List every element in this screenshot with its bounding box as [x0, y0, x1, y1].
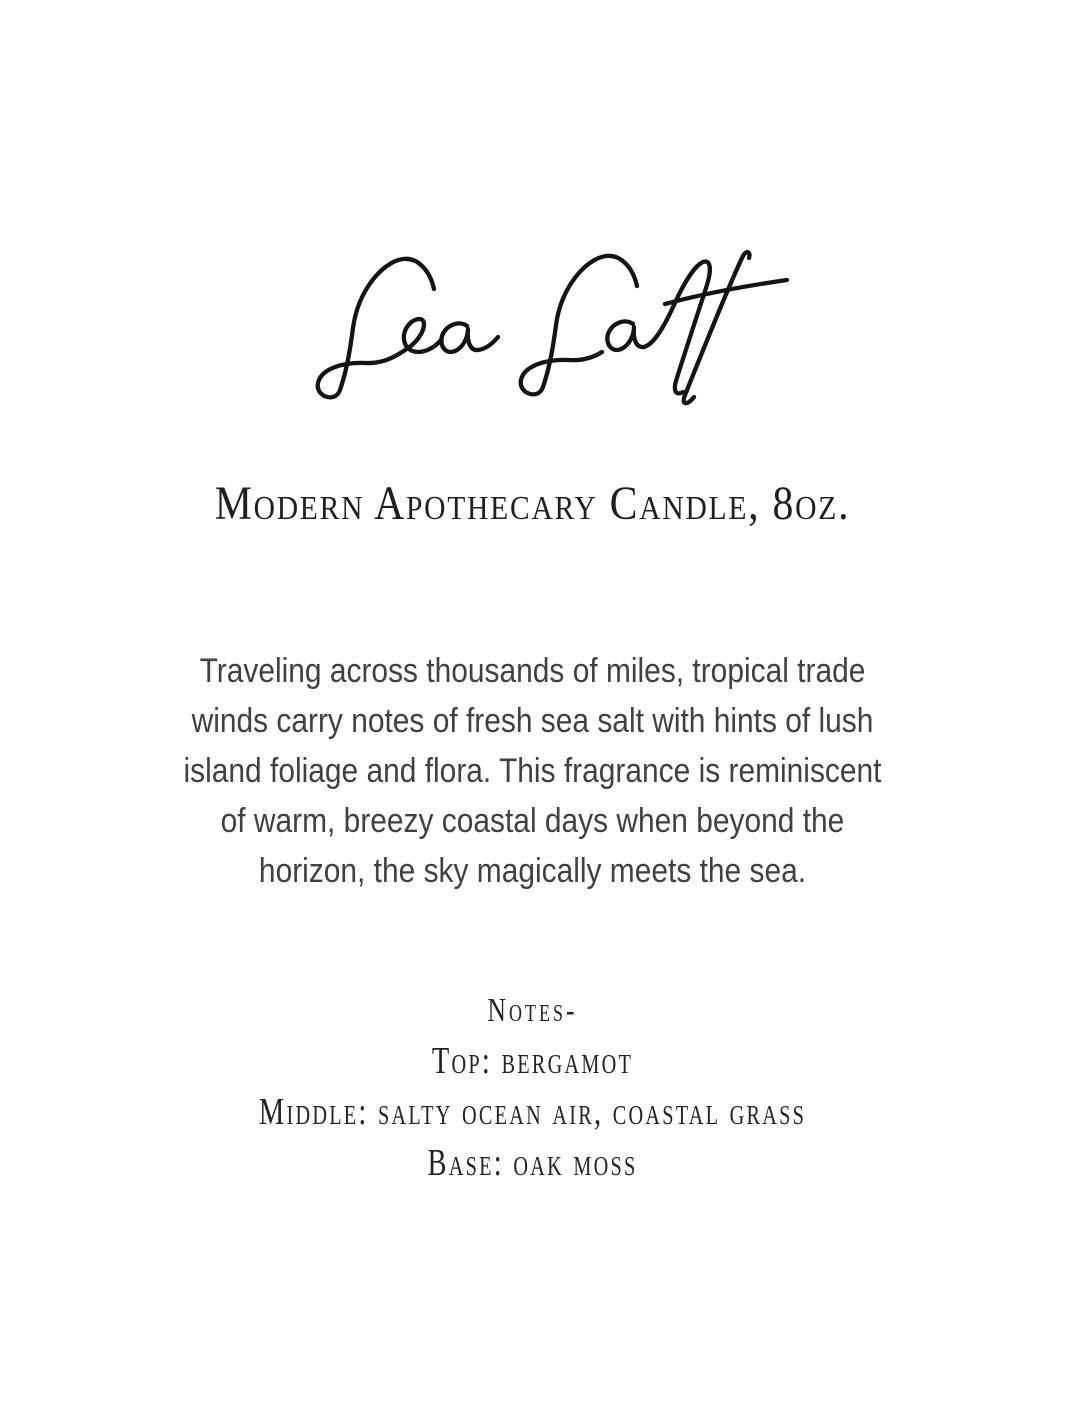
note-middle: Middle: salty ocean air, coastal grass — [258, 1091, 807, 1133]
script-title-text — [0, 0, 1, 1]
description-line: Traveling across thousands of miles, tropical trade — [199, 652, 866, 690]
script-word-sea — [318, 259, 440, 398]
notes-heading: Notes- — [487, 992, 578, 1029]
notes-section — [133, 985, 932, 1189]
description-line: island foliage and flora. This fragrance is reminiscent — [183, 752, 882, 790]
description-line: winds carry notes of fresh sea salt with hints of lush — [191, 702, 874, 740]
description-line: horizon, the sky magically meets the sea. — [258, 852, 807, 890]
script-letter-a1 — [441, 323, 498, 351]
fragrance-description — [64, 646, 1001, 896]
sea-salt-script-title — [290, 245, 790, 415]
script-letter-s2 — [521, 256, 637, 395]
product-subtitle: Modern Apothecary Candle, 8oz. — [214, 477, 851, 530]
note-base: Base: oak moss — [427, 1142, 638, 1184]
description-line: of warm, breezy coastal days when beyond the — [220, 802, 845, 840]
note-top: Top: bergamot — [431, 1040, 634, 1082]
